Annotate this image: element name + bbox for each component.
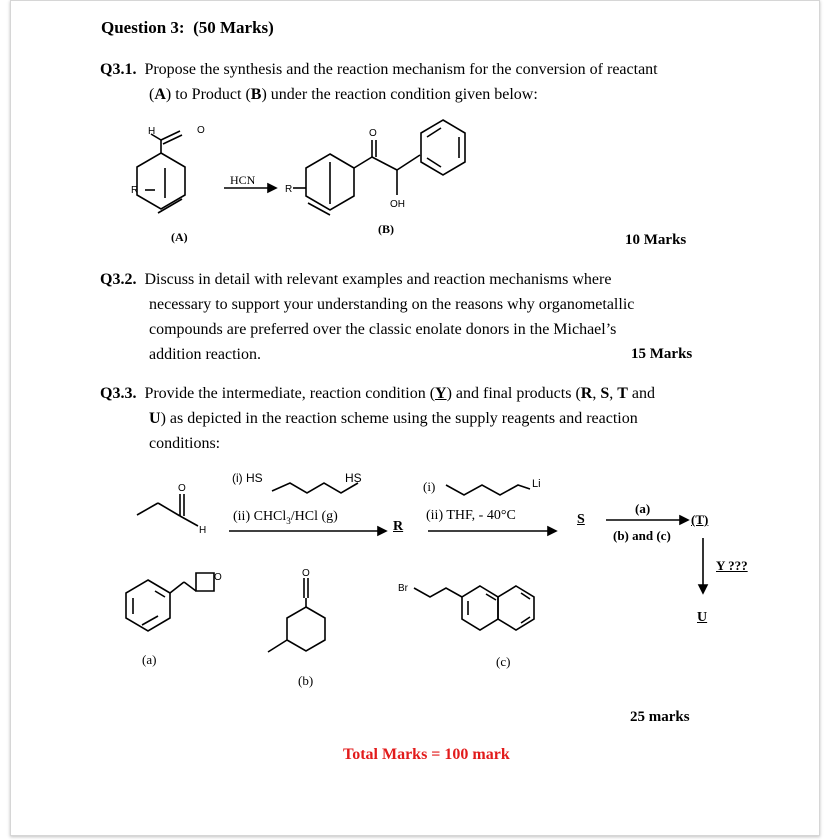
- step1-reagent-i: (i) HS: [232, 471, 263, 485]
- q2-text: Q3.2. Discuss in detail with relevant examples and reaction mechanisms where: [100, 271, 612, 288]
- step1-reagent-ii: (ii) CHCl$_3$/HCl (g): [233, 509, 338, 526]
- step3-reagent-a: (a): [635, 501, 651, 516]
- atom-label: O: [178, 483, 186, 494]
- reagent-a-structure: [126, 573, 214, 631]
- reagent-label-b: (b): [298, 673, 314, 688]
- reagent-label-a: (a): [142, 652, 157, 667]
- q1-marks: 10 Marks: [625, 232, 687, 248]
- product-s: S: [577, 512, 585, 527]
- step1-reagent-i-end: HS: [345, 471, 362, 485]
- atom-label: H: [199, 525, 207, 536]
- q3-text-line3: conditions:: [149, 435, 221, 452]
- step2-reagent-ii: (ii) THF, - 40°C: [426, 508, 516, 523]
- step2-li: Li: [532, 478, 541, 490]
- product-t: (T): [691, 512, 709, 527]
- product-r: R: [393, 519, 404, 534]
- q2-text-line3: compounds are preferred over the classic enolate donors in the Michael’s: [149, 321, 617, 338]
- atom-label: O: [214, 572, 222, 583]
- atom-label: Br: [398, 583, 408, 594]
- butanal-structure: [137, 494, 198, 526]
- label-b: (B): [378, 222, 394, 236]
- reagent-c-structure: [414, 586, 534, 630]
- label-a: (A): [171, 230, 188, 244]
- atom-label: O: [369, 128, 377, 139]
- atom-label: R: [285, 184, 293, 195]
- step2-reagent-i: (i): [423, 479, 436, 494]
- question-header: Question 3: (50 Marks): [101, 18, 274, 37]
- q2-text-line2: necessary to support your understanding on the reasons why organometallic: [149, 296, 635, 313]
- q2-marks: 15 Marks: [631, 346, 693, 362]
- atom-label: R: [131, 185, 139, 196]
- q3-text-line2: U) as depicted in the reaction scheme using the supply reagents and reaction: [149, 410, 638, 427]
- atom-label: O: [302, 568, 310, 579]
- condition-y: Y ???: [716, 558, 748, 573]
- step3-reagent-bc: (b) and (c): [613, 528, 671, 543]
- reagent-hcn: HCN: [230, 173, 256, 187]
- atom-label: OH: [390, 199, 405, 210]
- total-marks: Total Marks = 100 mark: [343, 746, 510, 763]
- q3-marks: 25 marks: [630, 709, 690, 725]
- atom-label: O: [197, 125, 205, 136]
- q3-text: Q3.3. Provide the intermediate, reaction condition (Y) and final products (R, S, T and: [100, 385, 656, 402]
- q1-text-line2: (A) to Product (B) under the reaction condition given below:: [149, 86, 538, 103]
- product-u: U: [697, 610, 708, 625]
- q1-text: Q3.1. Propose the synthesis and the reaction mechanism for the conversion of reactant: [100, 61, 658, 78]
- atom-label: H: [148, 126, 156, 137]
- reagent-b-structure: [268, 578, 325, 652]
- q2-text-line4: addition reaction.: [149, 346, 261, 363]
- reagent-label-c: (c): [496, 654, 511, 669]
